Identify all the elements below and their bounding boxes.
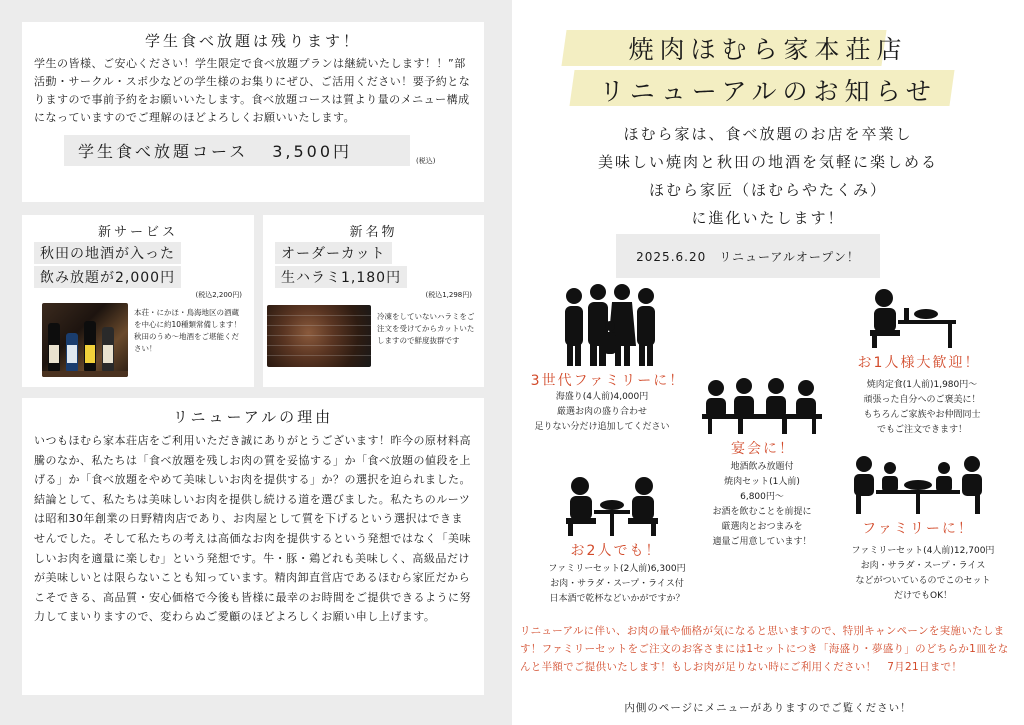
party-line-3: 6,800円〜 [740,492,784,502]
family-line-1: ファミリーセット(4人前)12,700円 [851,546,995,556]
party-line-4: お酒を飲むことを前提に [712,507,812,517]
three-generation-line-3: 足りない分だけ追加してください [534,422,670,432]
solo-line-1: 焼肉定食(1人前)1,980円〜 [866,380,978,390]
party-line-5: 厳選肉とおつまみを [721,522,803,532]
course-tax-note: (税込) [416,157,436,165]
party-line-6: 適量ご用意しています！ [712,537,812,547]
three-generation-family-icon [560,282,658,368]
course-price: 3,500円 [272,142,353,161]
family-line-4: だけでもOK！ [894,591,952,601]
special-campaign-notice: リニューアルに伴い、お肉の量や価格が気になると思いますので、特別キャンペーンを実施いたします！ファミリーセットをご注文のお客さまには1セットにつき「海盛り・夢盛り」のどちらか1皿をなんと半額でご提供いたします！もしお肉が足りない時にご利用ください！ 7月21日まで！ [520,625,1009,673]
three-generation-title: 3世代ファミリーに！ [530,373,686,389]
harami-description: 冷凍をしていないハラミをご注文を受けてからカットいたしますので鮮度抜群です [377,312,475,345]
new-product-line2: 生ハラミ1,180円 [275,266,407,288]
intro-line-2: 美味しい焼肉と秋田の地酒を気軽に楽しめる [597,153,938,171]
family-dining-icon [848,452,988,514]
solo-title: お1人様大歓迎！ [857,355,981,371]
party-icon [698,376,826,434]
course-name: 学生食べ放題コース [78,142,249,161]
sake-bottles-photo [42,303,128,377]
party-line-2: 焼肉セット(1人前) [724,477,800,487]
new-product-line1: オーダーカット [275,242,392,264]
intro-text [512,120,1024,232]
opening-date-box: 2025.6.20 リニューアルオープン！ [616,234,880,278]
solo-body [832,378,1012,438]
pair-title: お2人でも！ [570,543,662,559]
family-body [838,544,1008,604]
pair-line-3: 日本酒で乾杯などいかがですか？ [549,594,685,604]
grilled-meat-photo [267,305,371,367]
new-product-heading: 新名物 [349,225,398,240]
student-buffet-card [22,22,484,202]
three-generation-line-1: 海盛り(4人前)4,000円 [555,392,649,402]
menu-inside-note: 内側のページにメニューがありますのでご覧ください！ [624,702,912,714]
pair-body [522,562,712,607]
pair-dining-icon [562,474,662,536]
renewal-reason-card [22,398,484,695]
three-generation-line-2: 厳選お肉の盛り合わせ [556,407,647,417]
new-service-line2: 飲み放題が2,000円 [34,266,181,288]
renewal-reason-heading: リニューアルの理由 [172,408,334,426]
student-buffet-heading: 学生食べ放題は残ります！ [144,32,361,50]
new-service-tax: (税込2,200円) [195,291,242,299]
party-body [684,460,840,550]
new-service-card [22,215,254,387]
pair-line-2: お肉・サラダ・スープ・ライス付 [550,579,684,589]
sake-description: 本荘・にかほ・鳥海地区の酒蔵を中心に約10種類常備します！秋田のうめ〜地酒をご堪能ください！ [134,308,242,353]
course-row [34,135,472,166]
new-service-line1: 秋田の地酒が入った [34,242,181,264]
family-title: ファミリーに！ [862,521,974,537]
solo-line-3: もちろんご家族やお仲間同士 [863,410,981,420]
new-service-heading: 新サービス [97,225,178,240]
party-line-1: 地酒飲み放題付 [730,462,794,472]
pair-line-1: ファミリーセット(2人前)6,300円 [548,564,686,574]
solo-line-4: でもご注文できます！ [876,425,967,435]
student-buffet-body: 学生の皆様、ご安心ください！学生限定で食べ放題プランは継続いたします！！”部活動・サークル・スポ少などの学生様のお集りにぜひ、ご活用ください！要予約となりますので事前予約をお願いいたします。食べ放題コースは質より量のメニュー構成になっていますのでご理解のほどよろしくお願いいたします。 [34,57,471,124]
party-title: 宴会に！ [731,441,795,457]
renewal-notice-title: リニューアルのお知らせ [599,77,937,106]
student-course-price-box [64,135,410,166]
right-page [512,0,1024,725]
store-title: 焼肉ほむら家本荘店 [628,35,908,64]
family-line-3: などがついているのでこのセット [855,576,991,586]
intro-line-1: ほむら家は、食べ放題のお店を卒業し [623,125,913,143]
new-product-card [263,215,484,387]
family-line-2: お肉・サラダ・スープ・ライス [860,561,986,571]
solo-diner-icon [862,286,958,348]
intro-line-4: に進化いたします！ [691,209,845,227]
intro-line-3: ほむら家匠（ほむらやたくみ） [648,181,887,199]
renewal-reason-body: いつもほむら家本荘店をご利用いただき誠にありがとうございます！昨今の原材料高騰のなか、私たちは「食べ放題を残しお肉の質を妥協する」か「食べ放題の値段を上げる」か「食べ放題をやめて美味しいお肉を提供する」か？の選択を迫られました。結論として、私たちは美味しいお肉を提供し続ける道を選びました。私たちのルーツは昭和30年創業の日野精肉店であり、お肉屋として質を下げるという選択はできませんでした。そして私たちの考えは高価なお肉を提供するという発想ではなく「美味しいお肉を適量に楽しむ」という発想です。牛・豚・鶏どれも美味しく、高級品だけが美味しいとは限らないことも知っています。精肉卸直営店であるほむら家匠だからこそできる、高品質・安心価格で今後も皆様に最幸のお時間をご提供できるように努力してまいりますので、変わらぬご愛顧のほどよろしくお願い申し上げます。 [34,434,471,624]
new-product-tax: (税込1,298円) [425,291,472,299]
three-generation-body [522,390,682,435]
solo-line-2: 頑張った自分へのご褒美に！ [863,395,981,405]
